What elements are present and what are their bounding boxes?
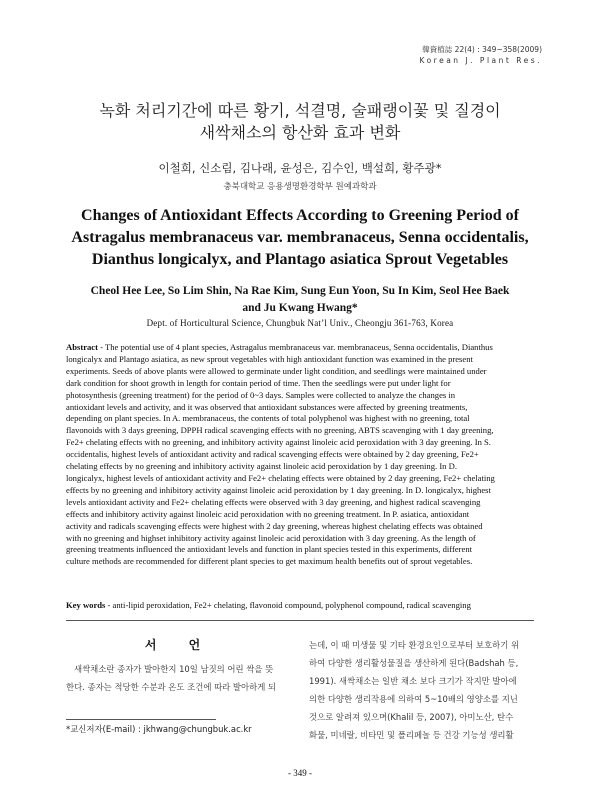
journal-name: Korean J. Plant Res. (419, 56, 542, 65)
page-number: - 349 - (288, 768, 312, 778)
intro-line: 새싹채소란 종자가 발아한지 10일 남짓의 어린 싹을 뜻 (74, 664, 274, 674)
intro-line: 1991). 새싹채소는 일반 채소 보다 크기가 작지만 발아에 (309, 676, 517, 686)
abstract-line: flavonoids with 3 days greening, DPPH radical scavenging effects with no greening, ABTS scavenging with 1 day greening, (66, 425, 494, 436)
corresponding-author-footnote: *교신저자(E-mail) : jkhwang@chungbuk.ac.kr (66, 724, 252, 734)
abstract-line: occidentalis, highest levels of antioxidant activity and radical scavenging effects were obtained by 2 day greening, Fe2+ (66, 449, 479, 460)
abstract-line: longicalyx and Plantago asiatica, as new sprout vegetables with high antioxidant function was examined in the present (66, 353, 473, 364)
abstract-line: effects by no greening and inhibitory activity against linoleic acid peroxidation by 1 day greening. In D. longicalyx, highest (66, 484, 491, 495)
abstract-line-0: Abstract - The potential use of 4 plant species, Astragalus membranaceus var. membranaceus, Senna occidentalis, Dianthus (66, 342, 493, 352)
english-title-line: Astragalus membranaceus var. membranaceus, Senna occidentalis, (71, 229, 529, 246)
abstract-line: longicalyx, highest levels of antioxidant activity and Fe2+ chelating effects were obtained by 2 day greening, Fe2+ chelating (66, 472, 495, 483)
intro-line: 화물, 미네랄, 비타민 및 폴리페놀 등 건강 기능성 생리활 (309, 730, 514, 740)
intro-line: 는데, 이 때 미생물 및 기타 환경요인으로부터 보호하기 위 (309, 640, 520, 650)
abstract-line: depending on plant species. In A. membranaceus, the contents of total polyphenol was highest with no greening, total (66, 413, 470, 424)
english-title-line: Changes of Antioxidant Effects According to Greening Period of (81, 207, 519, 224)
abstract-line: experiments. Seeds of above plants were allowed to germinate under light condition, and seedlings were maintained under (66, 365, 487, 376)
abstract-line: activity and radicals scavenging effects were highest with 2 day greening, whereas highest chelating effects was obtained (66, 520, 483, 531)
korean-title-line: 녹화 처리기간에 따른 황기, 석결명, 술패랭이꽃 및 질경이 (99, 101, 501, 120)
abstract-line: greening treatments influenced the antioxidant levels and function in plant species tested in this experiments, different (66, 544, 473, 555)
intro-line: 의한 다양한 생리작용에 의하여 5~10배의 영양소를 지닌 (309, 694, 518, 704)
abstract-line: photosynthesis (greening treatment) for the period of 0~3 days. Samples were collected to analyze the changes in (66, 389, 456, 400)
english-title-line: Dianthus longicalyx, and Plantago asiatica Sprout Vegetables (91, 251, 509, 268)
intro-right-column (309, 636, 535, 744)
korean-title-line: 새싹채소의 항산화 효과 변화 (199, 123, 401, 142)
abstract-line: levels antioxidant activity and Fe2+ chelating effects were observed with 3 day greening, and highest radical scavenging (66, 496, 481, 507)
english-title (40, 205, 560, 271)
abstract-label: Abstract (66, 342, 98, 352)
english-affiliation: Dept. of Horticultural Science, Chungbuk Nat’l Univ., Cheongju 361-763, Korea (146, 318, 454, 328)
intro-line: 것으로 알려져 있으며(Khalil 등, 2007), 아미노산, 탄수 (309, 712, 514, 722)
english-authors-line: and Ju Kwang Hwang* (242, 302, 358, 314)
abstract-line: effects and inhibitory activity against linoleic acid peroxidation with no greening treatment. In P. asiatica, antioxidant (66, 508, 470, 519)
citation: 韓資植誌 22(4) : 349~358(2009) (422, 45, 542, 54)
abstract-line: culture methods are recommended for different plant species to get maximum health benefits out of sprout vegetables. (66, 556, 473, 567)
abstract-line: dark condition for shoot growth in length for contain period of time. Then the seedlings were put under light for (66, 377, 451, 388)
abstract (66, 342, 534, 568)
keywords-label: Key words (66, 600, 106, 610)
abstract-line: Fe2+ chelating effects with no greening, and inhibitory activity against linoleic acid peroxidation with 3 day greening. In S. (66, 437, 491, 448)
english-authors-line: Cheol Hee Lee, So Lim Shin, Na Rae Kim, Sung Eun Yoon, Su In Kim, Seol Hee Baek (90, 285, 510, 297)
abstract-line: chelating effects by no greening and inhibitory activity against linoleic acid peroxidation by 1 day greening. In D. (66, 461, 457, 472)
journal-header (420, 44, 542, 66)
english-authors (40, 283, 560, 317)
section-heading-introduction: 서 언 (144, 638, 215, 652)
abstract-line: with no greening and highset inhibitory activity against linoleic acid peroxidation with 3 day greening. As the length of (66, 532, 476, 543)
intro-line: 한다. 종자는 적당한 수분과 온도 조건에 따라 발아하게 되 (66, 682, 277, 692)
korean-title (40, 100, 560, 144)
keywords-text: - anti-lipid peroxidation, Fe2+ chelating, flavonoid compound, polyphenol compound, radical scavenging (107, 600, 471, 610)
keywords (66, 600, 534, 610)
intro-line: 하여 다양한 생리활성물질을 생산하게 된다(Badshah 등, (309, 658, 519, 668)
korean-authors: 이철희, 신소림, 김나래, 윤성은, 김수인, 백설희, 황주광* (158, 161, 442, 175)
intro-left-column (66, 660, 293, 696)
footnote-divider (66, 719, 216, 720)
abstract-line: antioxidant levels and activity, and it was observed that antioxidant substances were affected by greening treatments, (66, 401, 468, 412)
section-divider (66, 620, 534, 621)
korean-affiliation: 충북대학교 응용생명환경학부 원예과학과 (223, 182, 377, 192)
